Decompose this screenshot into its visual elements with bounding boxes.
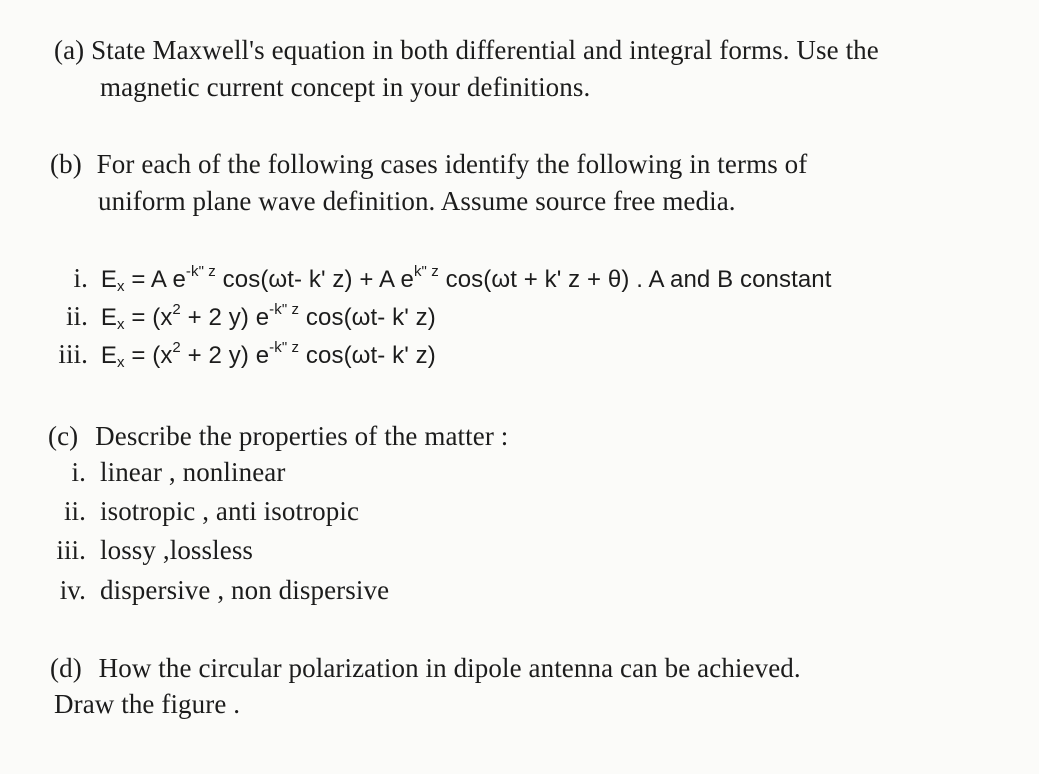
case-iii: [40, 338, 436, 379]
case-i-mid-2: cos(ωt + k' z + θ) . A and B constant: [438, 266, 832, 293]
case-ii-numeral: ii.: [65, 301, 88, 331]
part-c-item-3: [40, 534, 253, 566]
part-c-item-1-text: linear , nonlinear: [100, 457, 286, 487]
case-i-mid-1: cos(ωt- k' z) + A e: [215, 266, 414, 293]
case-iii-exp: -k" z: [269, 339, 300, 356]
part-c-item-4-text: dispersive , non dispersive: [100, 575, 390, 605]
case-iii-lhs: E: [100, 342, 117, 369]
part-a-text-2: magnetic current concept in your definitions.: [100, 72, 591, 102]
part-c-item-3-numeral: iii.: [56, 535, 86, 565]
part-c-label: (c): [48, 421, 79, 451]
case-iii-eq: = (x: [124, 342, 173, 369]
part-a-line-1: [54, 34, 879, 66]
part-c-item-2-numeral: ii.: [63, 496, 86, 526]
case-ii-tail: cos(ωt- k' z): [299, 304, 436, 331]
part-b-line-1: [50, 148, 807, 180]
case-i-eq: = A e: [124, 266, 186, 293]
case-iii-mid: + 2 y) e: [180, 342, 270, 369]
part-b-label: (b): [50, 149, 82, 179]
case-i-lhs-sub: x: [116, 278, 125, 295]
case-i-exp-1: -k" z: [185, 263, 216, 280]
case-ii-lhs-sub: x: [116, 316, 125, 333]
case-iii-tail: cos(ωt- k' z): [299, 342, 436, 369]
case-ii-lhs: E: [100, 304, 117, 331]
part-b-line-2: [98, 185, 736, 217]
part-a-label: (a): [54, 35, 85, 65]
part-c-title-line: [48, 420, 508, 452]
part-c-item-4-numeral: iv.: [59, 575, 86, 605]
part-a-text-1: State Maxwell's equation in both differential and integral forms. Use the: [91, 35, 879, 65]
case-ii-equation: [100, 301, 436, 333]
part-d-text-2: Draw the figure .: [54, 689, 241, 719]
part-c-item-1-numeral: i.: [71, 457, 86, 487]
part-d-line-2: [54, 688, 240, 720]
case-ii-exp: -k" z: [269, 301, 300, 318]
part-b-text-1: For each of the following cases identify the following in terms of: [96, 149, 808, 179]
case-i-exp-2: k" z: [413, 263, 439, 280]
case-ii-eq: = (x: [124, 304, 173, 331]
part-c-item-3-text: lossy ,lossless: [100, 535, 254, 565]
case-ii: [40, 300, 436, 341]
part-d-text-1: How the circular polarization in dipole antenna can be achieved.: [98, 653, 801, 683]
case-iii-pow: 2: [172, 339, 181, 356]
case-i-numeral: i.: [73, 263, 88, 293]
case-ii-mid: + 2 y) e: [180, 304, 270, 331]
part-c-item-1: [40, 456, 285, 488]
part-c-item-2-text: isotropic , anti isotropic: [100, 496, 360, 526]
case-iii-equation: [100, 339, 436, 371]
case-i: [40, 262, 832, 303]
part-d-label: (d): [50, 653, 82, 683]
case-i-lhs: E: [100, 266, 117, 293]
case-ii-pow: 2: [172, 301, 181, 318]
part-d-line-1: [50, 652, 801, 684]
part-a-line-2: [100, 71, 590, 103]
case-i-equation: [100, 263, 832, 295]
case-iii-lhs-sub: x: [116, 354, 125, 371]
part-b-text-2: uniform plane wave definition. Assume source free media.: [98, 186, 736, 216]
case-iii-numeral: iii.: [58, 339, 88, 369]
part-c-item-2: [40, 495, 359, 527]
part-c-title: Describe the properties of the matter :: [95, 421, 509, 451]
part-c-item-4: [40, 574, 389, 606]
